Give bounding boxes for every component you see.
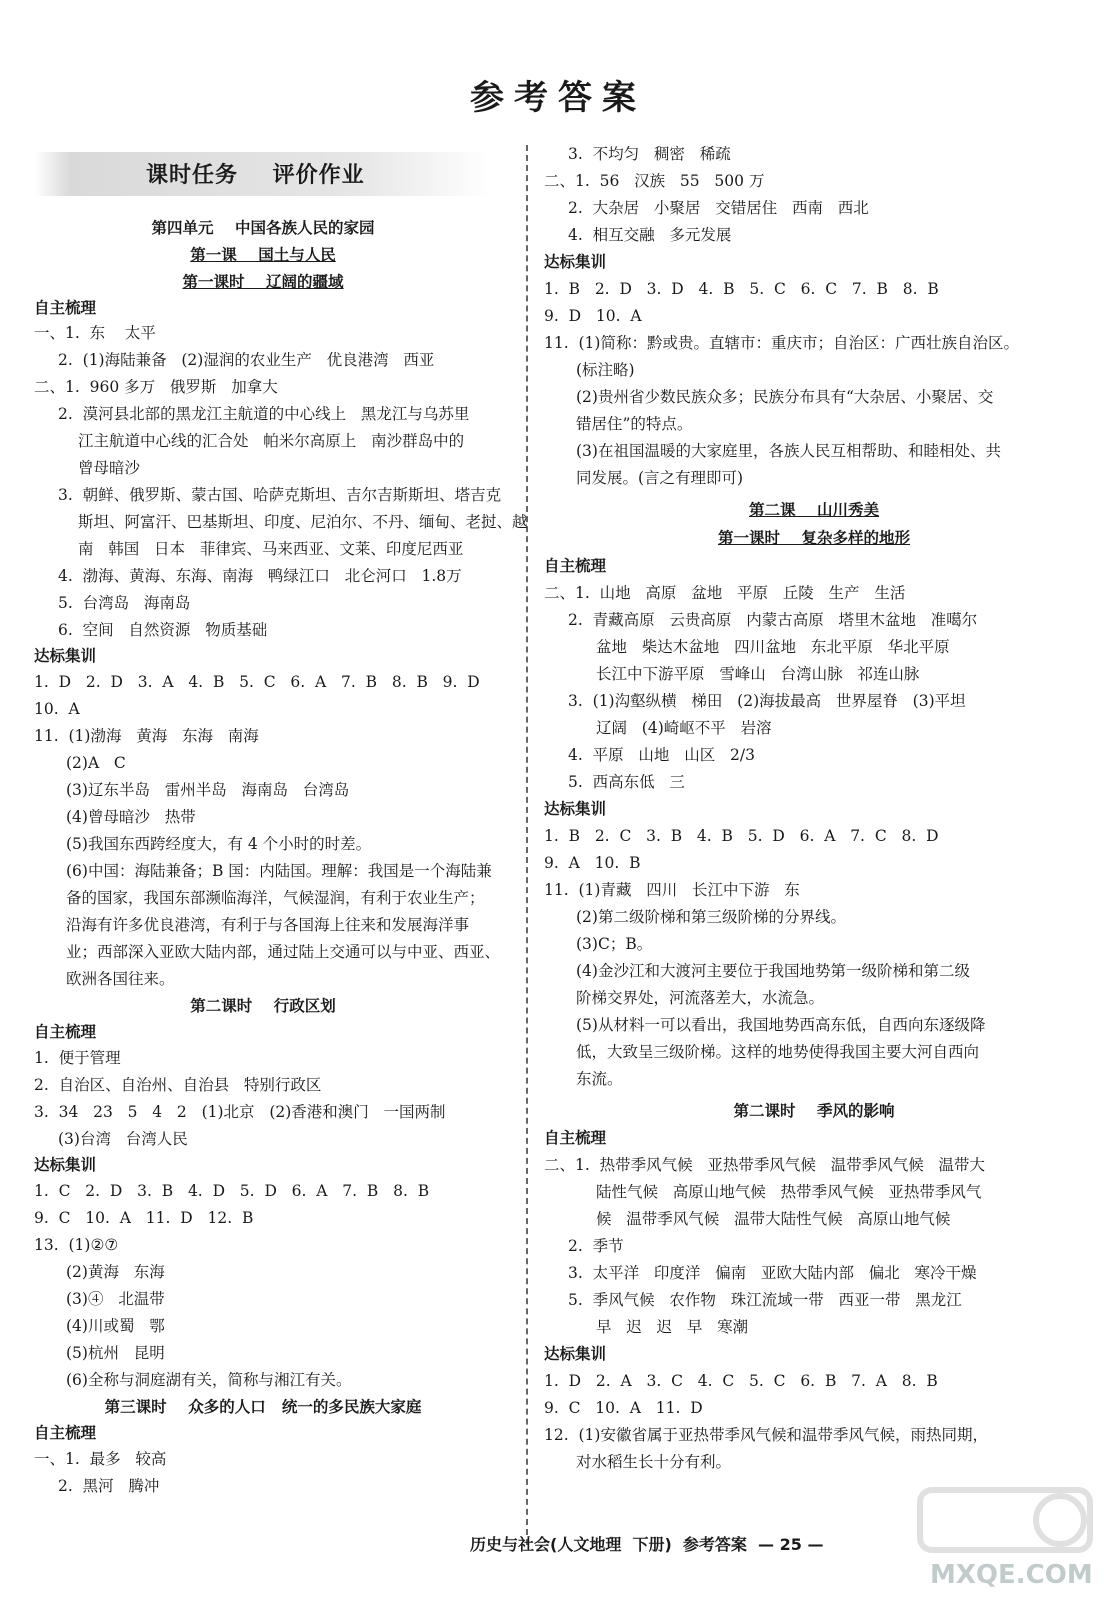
left-text-line: 第一课 国土与人民 (190, 246, 336, 264)
right-text-line: 12. (1)安徽省属于亚热带季风气候和温带季风气候，雨热同期， (544, 1426, 988, 1444)
left-text-line: 2. 自治区、自治州、自治县 特别行政区 (34, 1076, 322, 1094)
left-text-line: 欧洲各国往来。 (66, 970, 175, 988)
right-text-line: 低，大致呈三级阶梯。这样的地势使得我国主要大河自西向 (576, 1043, 980, 1061)
right-text-line: 9. A 10. B (544, 854, 641, 872)
left-text-line: 达标集训 (34, 1156, 97, 1174)
left-text-line: 11. (1)渤海 黄海 东海 南海 (34, 727, 259, 745)
left-text-line: 13. (1)②⑦ (34, 1236, 119, 1254)
right-text-line: 3. 太平洋 印度洋 偏南 亚欧大陆内部 偏北 寒冷干燥 (568, 1264, 977, 1282)
right-text-line: (3)在祖国温暖的大家庭里，各族人民互相帮助、和睦相处、共 (576, 442, 1001, 460)
left-text-line: (4)川或蜀 鄂 (66, 1317, 165, 1335)
left-text-line: 2. (1)海陆兼备 (2)湿润的农业生产 优良港湾 西亚 (58, 351, 435, 369)
right-text-line: 第一课时 复杂多样的地形 (717, 529, 911, 547)
left-text-line: 江主航道中心线的汇合处 帕米尔高原上 南沙群岛中的 (78, 432, 465, 450)
left-text-line: (4)曾母暗沙 热带 (66, 808, 196, 826)
right-text-line: 11. (1)简称：黔或贵。直辖市：重庆市；自治区：广西壮族自治区。 (544, 334, 1019, 352)
left-text-line: 10. A (34, 700, 80, 718)
section-banner (34, 152, 492, 196)
left-text-line: 1. C 2. D 3. B 4. D 5. D 6. A 7. B 8. B (34, 1182, 430, 1200)
left-text-line: 曾母暗沙 (78, 459, 141, 477)
left-text-line: 一、1. 最多 较高 (34, 1450, 167, 1468)
left-text-line: 9. C 10. A 11. D 12. B (34, 1209, 254, 1227)
right-text-line: 错居住”的特点。 (576, 415, 693, 433)
page-title: 参考答案 (470, 78, 646, 118)
right-text-line: 二、1. 热带季风气候 亚热带季风气候 温带季风气候 温带大 (544, 1156, 985, 1174)
right-text-line: 东流。 (576, 1070, 623, 1088)
right-text-line: 早 迟 迟 早 寒潮 (596, 1318, 749, 1336)
left-text-line: 自主梳理 (34, 299, 97, 317)
left-text-line: 自主梳理 (34, 1424, 97, 1442)
right-text-line: 同发展。(言之有理即可) (576, 469, 744, 487)
right-text-line: 长江中下游平原 雪峰山 台湾山脉 祁连山脉 (596, 665, 920, 683)
right-text-line: 1. B 2. C 3. B 4. B 5. D 6. A 7. C 8. D (544, 827, 939, 845)
right-text-line: 2. 青藏高原 云贵高原 内蒙古高原 塔里木盆地 准噶尔 (568, 611, 978, 629)
right-text-line: 对水稻生长十分有利。 (576, 1453, 732, 1471)
right-text-line: (2)贵州省少数民族众多；民族分布具有“大杂居、小聚居、交 (576, 388, 994, 406)
left-text-line: 第四单元 中国各族人民的家园 (151, 219, 375, 237)
left-text-line: (3)④ 北温带 (66, 1290, 165, 1308)
right-text-line: 1. B 2. D 3. D 4. B 5. C 6. C 7. B 8. B (544, 280, 939, 298)
left-text-line: 二、1. 960 多万 俄罗斯 加拿大 (34, 378, 278, 396)
left-text-line: 4. 渤海、黄海、东海、南海 鸭绿江口 北仑河口 1.8万 (58, 567, 462, 585)
right-text-line: 盆地 柴达木盆地 四川盆地 东北平原 华北平原 (596, 638, 950, 656)
right-text-line: 1. D 2. A 3. C 4. C 5. C 6. B 7. A 8. B (544, 1372, 938, 1390)
left-text-line: 2. 黑河 腾冲 (58, 1477, 160, 1495)
left-text-line: 第二课时 行政区划 (190, 997, 336, 1015)
left-text-line: 自主梳理 (34, 1023, 97, 1041)
right-text-line: (标注略) (576, 361, 635, 379)
right-text-line: (5)从材料一可以看出，我国地势西高东低，自西向东逐级降 (576, 1016, 986, 1034)
right-text-line: 3. (1)沟壑纵横 梯田 (2)海拔最高 世界屋脊 (3)平坦 (568, 692, 966, 710)
right-text-line: 二、1. 56 汉族 55 500 万 (544, 172, 765, 190)
left-text-line: 第三课时 众多的人口 统一的多民族大家庭 (104, 1398, 422, 1416)
right-text-line: 第二课 山川秀美 (748, 501, 880, 519)
right-text-line: (3)C；B。 (576, 935, 653, 953)
left-text-line: 南 韩国 日本 菲律宾、马来西亚、文莱、印度尼西亚 (78, 540, 464, 558)
left-text-line: 2. 漠河县北部的黑龙江主航道的中心线上 黑龙江与乌苏里 (58, 405, 470, 423)
right-text-line: 2. 季节 (568, 1237, 624, 1255)
left-text-line: (2)A C (66, 754, 126, 772)
watermark-text: MXQE.COM (930, 1560, 1093, 1590)
left-text-line: 3. 34 23 5 4 2 (1)北京 (2)香港和澳门 一国两制 (34, 1103, 446, 1121)
right-text-line: 达标集训 (544, 253, 607, 271)
left-text-line: 1. D 2. D 3. A 4. B 5. C 6. A 7. B 8. B 9. D (34, 673, 480, 691)
left-text-line: (3)辽东半岛 雷州半岛 海南岛 台湾岛 (66, 781, 350, 799)
left-text-line: 一、1. 东 太平 (34, 324, 156, 342)
left-text-line: (5)杭州 昆明 (66, 1344, 165, 1362)
left-text-line: 1. 便于管理 (34, 1049, 121, 1067)
left-text-line: (3)台湾 台湾人民 (58, 1130, 188, 1148)
right-text-line: 5. 季风气候 农作物 珠江流域一带 西亚一带 黑龙江 (568, 1291, 962, 1309)
left-text-line: 斯坦、阿富汗、巴基斯坦、印度、尼泊尔、不丹、缅甸、老挝、越 (78, 513, 528, 531)
right-text-line: (4)金沙江和大渡河主要位于我国地势第一级阶梯和第二级 (576, 962, 970, 980)
left-text-line: (6)全称与洞庭湖有关，简称与湘江有关。 (66, 1371, 352, 1389)
right-text-line: 阶梯交界处，河流落差大，水流急。 (576, 989, 825, 1007)
right-text-line: 辽阔 (4)崎岖不平 岩溶 (596, 719, 772, 737)
left-text-line: 业；西部深入亚欧大陆内部，通过陆上交通可以与中亚、西亚、 (66, 943, 501, 961)
right-text-line: 3. 不均匀 稠密 稀疏 (568, 145, 731, 163)
right-text-line: 9. D 10. A (544, 307, 642, 325)
right-text-line: 第二课时 季风的影响 (733, 1102, 895, 1120)
left-text-line: 3. 朝鲜、俄罗斯、蒙古国、哈萨克斯坦、吉尔吉斯斯坦、塔吉克 (58, 486, 502, 504)
right-text-line: 2. 大杂居 小聚居 交错居住 西南 西北 (568, 199, 869, 217)
left-text-line: 备的国家，我国东部濒临海洋，气候湿润，有利于农业生产； (66, 889, 485, 907)
left-text-line: 5. 台湾岛 海南岛 (58, 594, 191, 612)
right-text-line: (2)第二级阶梯和第三级阶梯的分界线。 (576, 908, 846, 926)
right-text-line: 5. 西高东低 三 (568, 773, 685, 791)
right-text-line: 达标集训 (544, 1345, 607, 1363)
right-text-line: 自主梳理 (544, 557, 607, 575)
right-text-line: 陆性气候 高原山地气候 热带季风气候 亚热带季风气 (596, 1183, 982, 1201)
left-text-line: 6. 空间 自然资源 物质基础 (58, 621, 268, 639)
left-text-line: 达标集训 (34, 647, 97, 665)
page-footer: 历史与社会(人文地理 下册) 参考答案 — 25 — (470, 1535, 824, 1554)
left-text-line: (5)我国东西跨经度大，有 4 个小时的时差。 (66, 835, 372, 853)
right-text-line: 4. 相互交融 多元发展 (568, 226, 732, 244)
left-text-line: 沿海有许多优良港湾，有利于与各国海上往来和发展海洋事 (66, 916, 470, 934)
right-text-line: 达标集训 (544, 800, 607, 818)
banner-label: 课时任务 评价作业 (146, 163, 365, 188)
right-text-line: 4. 平原 山地 山区 2/3 (568, 746, 755, 764)
right-text-line: 9. C 10. A 11. D (544, 1399, 703, 1417)
right-text-line: 11. (1)青藏 四川 长江中下游 东 (544, 881, 800, 899)
column-divider (526, 145, 528, 1545)
left-text-line: 第一课时 辽阔的疆域 (182, 273, 344, 291)
right-text-line: 自主梳理 (544, 1129, 607, 1147)
right-text-line: 候 温带季风气候 温带大陆性气候 高原山地气候 (596, 1210, 951, 1228)
left-text-line: (6)中国：海陆兼备；B 国：内陆国。理解：我国是一个海陆兼 (66, 862, 492, 880)
right-text-line: 二、1. 山地 高原 盆地 平原 丘陵 生产 生活 (544, 584, 906, 602)
left-text-line: (2)黄海 东海 (66, 1263, 165, 1281)
